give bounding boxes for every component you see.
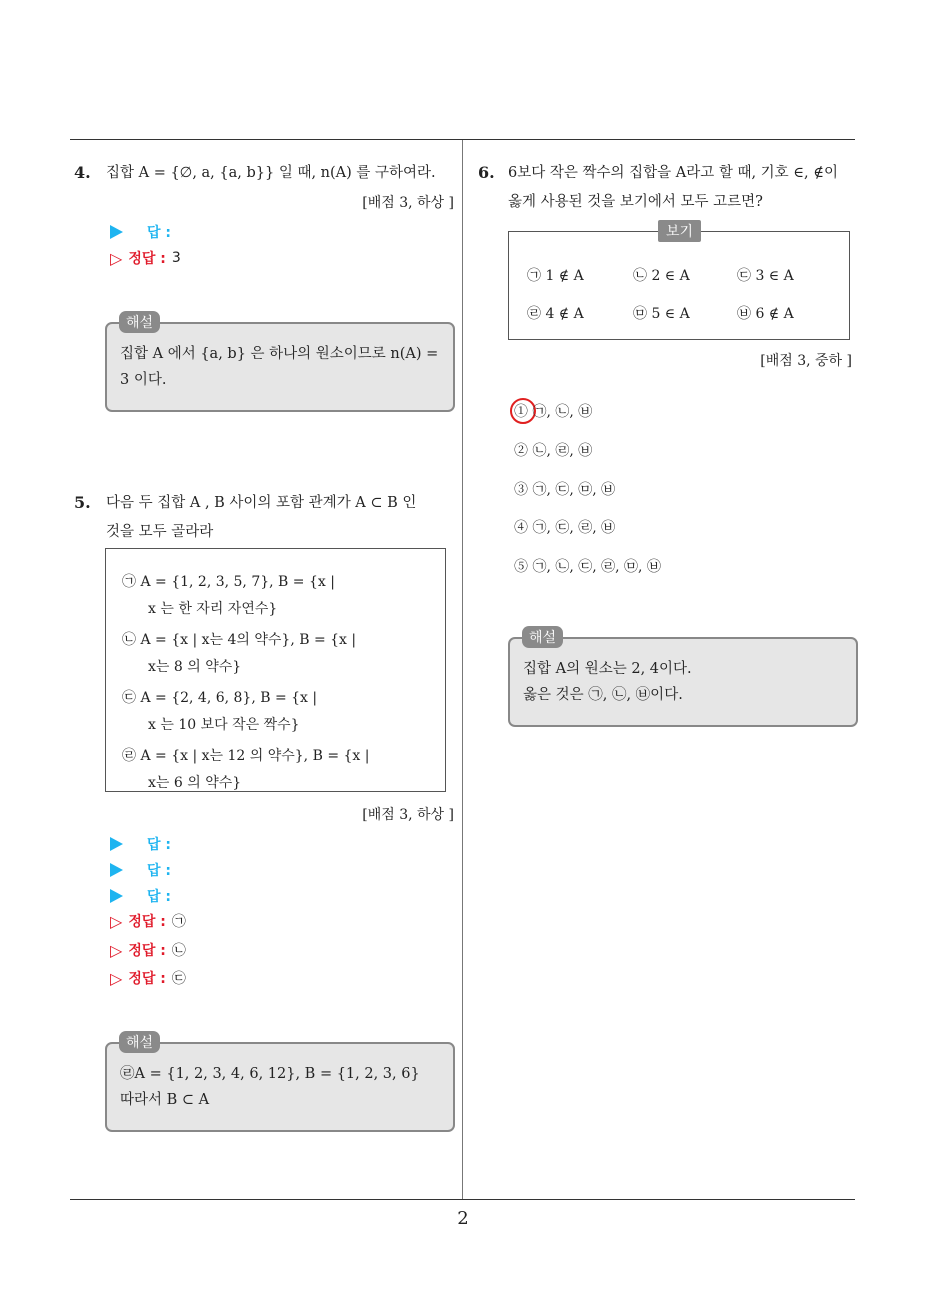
answer-label: 답 : [147,889,171,905]
outline-triangle-icon: ▷ [110,248,123,268]
bogi-item: ㉡ 2 ∈ A [633,268,690,284]
q5-item-line: x 는 10 보다 작은 짝수} [148,717,300,733]
explanation-tag: 해설 [119,311,160,333]
q5-correct-value: ㉠ [171,914,186,930]
explanation-tag: 해설 [522,626,563,648]
q5-item-line: ㉢ A = {2, 4, 6, 8}, B = {x | [122,690,318,706]
q6-choice[interactable]: ④ ㉠, ㉢, ㉣, ㉥ [514,520,616,536]
q5-item-box [105,548,446,792]
q4-explanation-box [105,315,455,412]
q5-text-line: 것을 모두 골라라 [106,524,214,540]
outline-triangle-icon: ▷ [110,968,123,988]
play-triangle-icon [110,889,123,903]
q5-item-line: x는 6 의 약수} [148,775,242,791]
q6-text-line: 6보다 작은 짝수의 집합을 A라고 할 때, 기호 ∈, ∉이 [508,165,838,181]
q6-number: 6. [478,163,495,182]
q4-correct-row [110,248,181,268]
q6-choice[interactable]: ② ㉡, ㉣, ㉥ [514,443,593,459]
q4-answer-row[interactable] [110,222,171,242]
q5-answer-row[interactable] [110,860,171,880]
correct-label: 정답 : [128,914,166,930]
q6-choice[interactable]: ① ㉠, ㉡, ㉥ [514,404,593,420]
q5-item-line: ㉡ A = {x | x는 4의 약수}, B = {x | [122,632,357,648]
q4-text: 집합 A = {∅, a, {a, b}} 일 때, n(A) 를 구하여라. [106,165,436,181]
q6-text [508,159,860,217]
play-triangle-icon [110,837,123,851]
q6-explanation-line: 집합 A의 원소는 2, 4이다. [523,661,692,677]
bottom-rule [70,1199,855,1200]
q6-choice[interactable]: ③ ㉠, ㉢, ㉤, ㉥ [514,482,616,498]
q5-correct-row [110,968,186,988]
q6-explanation-line: 옳은 것은 ㉠, ㉡, ㉥이다. [523,687,683,703]
page-number: 2 [457,1208,469,1229]
correct-label: 정답 : [128,943,166,959]
q4-score: [배점 3, 하상 ] [362,195,454,211]
q5-item-line: x 는 한 자리 자연수} [148,601,278,617]
q5-score: [배점 3, 하상 ] [362,807,454,823]
q6-explanation-box [508,630,858,727]
q5-answer-row[interactable] [110,886,171,906]
outline-triangle-icon: ▷ [110,940,123,960]
q5-text [106,489,456,547]
bogi-tag: 보기 [658,220,701,242]
outline-triangle-icon: ▷ [110,911,123,931]
q6-text-line: 옳게 사용된 것을 보기에서 모두 고르면? [508,194,763,210]
q5-explanation-box [105,1035,455,1132]
correct-label: 정답 : [128,971,166,987]
q5-item [122,627,422,681]
q5-item-line: x는 8 의 약수} [148,659,242,675]
q5-correct-row [110,911,186,931]
column-divider [462,140,463,1200]
play-triangle-icon [110,863,123,877]
q6-choice[interactable]: ⑤ ㉠, ㉡, ㉢, ㉣, ㉤, ㉥ [514,559,661,575]
q5-correct-row [110,940,186,960]
q5-correct-value: ㉡ [171,943,186,959]
explanation-tag: 해설 [119,1031,160,1053]
correct-label: 정답 : [128,251,166,267]
q5-item [122,685,422,739]
bogi-item: ㉤ 5 ∈ A [633,306,690,322]
q5-item-line: ㉠ A = {1, 2, 3, 5, 7}, B = {x | [122,574,335,590]
q5-item [122,569,422,623]
q6-bogi-box [508,224,850,340]
q5-explanation-line: ㉣A = {1, 2, 3, 4, 6, 12}, B = {1, 2, 3, 6} [120,1066,420,1082]
answer-label: 답 : [147,837,171,853]
q4-explanation-line: 3 이다. [120,372,167,388]
q5-item-line: ㉣ A = {x | x는 12 의 약수}, B = {x | [122,748,370,764]
q5-explanation-line: 따라서 B ⊂ A [120,1092,210,1108]
q5-text-line: 다음 두 집합 A , B 사이의 포함 관계가 A ⊂ B 인 [106,495,417,511]
bogi-item: ㉢ 3 ∈ A [737,268,794,284]
q5-number: 5. [74,493,91,512]
q4-explanation-line: 집합 A 에서 {a, b} 은 하나의 원소이므로 n(A) = [120,346,439,362]
answer-label: 답 : [147,863,171,879]
q5-item [122,743,422,797]
bogi-item: ㉣ 4 ∉ A [527,306,584,322]
q6-score: [배점 3, 중하 ] [760,353,852,369]
bogi-item: ㉥ 6 ∉ A [737,306,794,322]
q5-correct-value: ㉢ [171,971,186,987]
play-triangle-icon [110,225,123,239]
answer-label: 답 : [147,225,171,241]
q4-correct-value: 3 [171,250,181,266]
bogi-item: ㉠ 1 ∉ A [527,268,584,284]
q4-number: 4. [74,163,91,182]
q5-answer-row[interactable] [110,834,171,854]
